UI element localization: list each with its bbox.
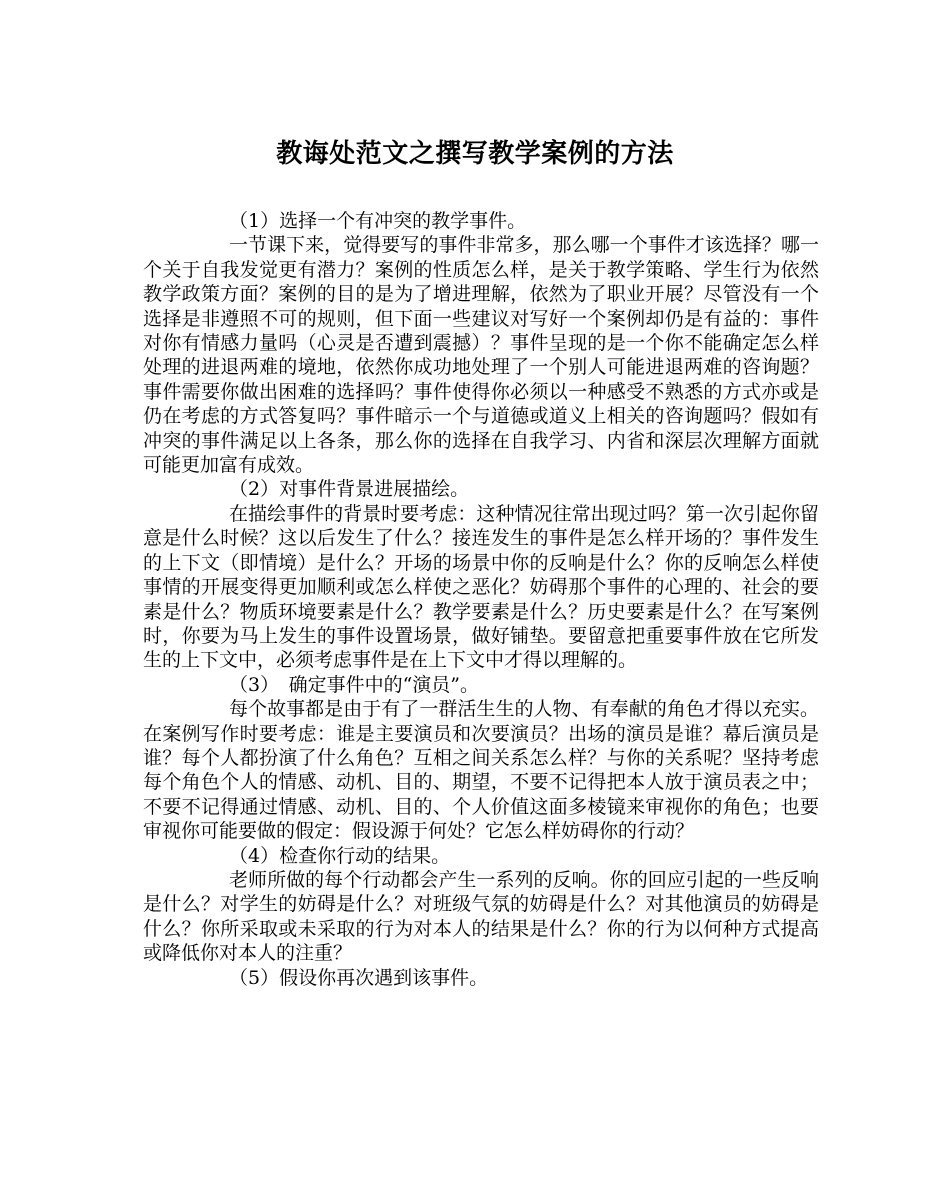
section-heading: （3） 确定事件中的“演员”。 xyxy=(229,673,480,696)
body-paragraph: 在描绘事件的背景时要考虑：这种情况往常出现过吗？第一次引起你留意是什么时候？这以后发生了什么？接连发生的事件是怎么样开场的？事件发生的上下文（即情境）是什么？开场的场景中你的反响是什么？你的反响怎么样使事情的开展变得更加顺利或怎么样使之恶化？妨碍那个事件的心理的、社会的要素是什么？物质环境要素是什么？教学要素是什么？历史要素是什么？在写案例时，你要为马上发生的事件设置场景，做好铺垫。要留意把重要事件放在它所发生的上下文中，必须考虑事件是在上下文中才得以理解的。 xyxy=(143,502,819,672)
document-title: 教诲处范文之撰写教学案例的方法 xyxy=(276,139,674,169)
section-heading: （2）对事件背景进展描绘。 xyxy=(229,478,470,501)
body-paragraph: 一节课下来，觉得要写的事件非常多，那么哪一个事件才该选择？哪一个关于自我发觉更有潜力？案例的性质怎么样，是关于教学策略、学生行为依然教学政策方面？案例的目的是为了增进理解，依然为了职业开展？尽管没有一个选择是非遵照不可的规则，但下面一些建议对写好一个案例却仍是有益的：事件对你有情感力量吗（心灵是否遭到震撼）？事件呈现的是一个你不能确定怎么样处理的进退两难的境地，依然你成功地处理了一个别人可能进退两难的咨询题？事件需要你做出困难的选择吗？事件使得你必须以一种感受不熟悉的方式亦或是仍在考虑的方式答复吗？事件暗示一个与道德或道义上相关的咨询题吗？假如有冲突的事件满足以上各条，那么你的选择在自我学习、内省和深层次理解方面就可能更加富有成效。 xyxy=(143,234,819,477)
body-paragraph: 每个故事都是由于有了一群活生生的人物、有奉献的角色才得以充实。在案例写作时要考虑：谁是主要演员和次要演员？出场的演员是谁？幕后演员是谁？每个人都扮演了什么角色？互相之间关系怎么样？与你的关系呢？坚持考虑每个角色个人的情感、动机、目的、期望，不要不记得把本人放于演员表之中；不要不记得通过情感、动机、目的、个人价值这面多棱镜来审视你的角色；也要审视你可能要做的假定：假设源于何处？它怎么样妨碍你的行动？ xyxy=(143,698,819,843)
section-heading: （4）检查你行动的结果。 xyxy=(229,844,451,867)
section-heading: （1）选择一个有冲突的教学事件。 xyxy=(229,210,527,232)
section-heading: （5）假设你再次遇到该事件。 xyxy=(229,966,489,989)
body-paragraph: 老师所做的每个行动都会产生一系列的反响。你的回应引起的一些反响是什么？对学生的妨碍是什么？对班级气氛的妨碍是什么？对其他演员的妨碍是什么？你所采取或未采取的行为对本人的结果是什么？你的行为以何种方式提高或降低你对本人的注重？ xyxy=(143,868,819,965)
document-body xyxy=(143,209,819,990)
